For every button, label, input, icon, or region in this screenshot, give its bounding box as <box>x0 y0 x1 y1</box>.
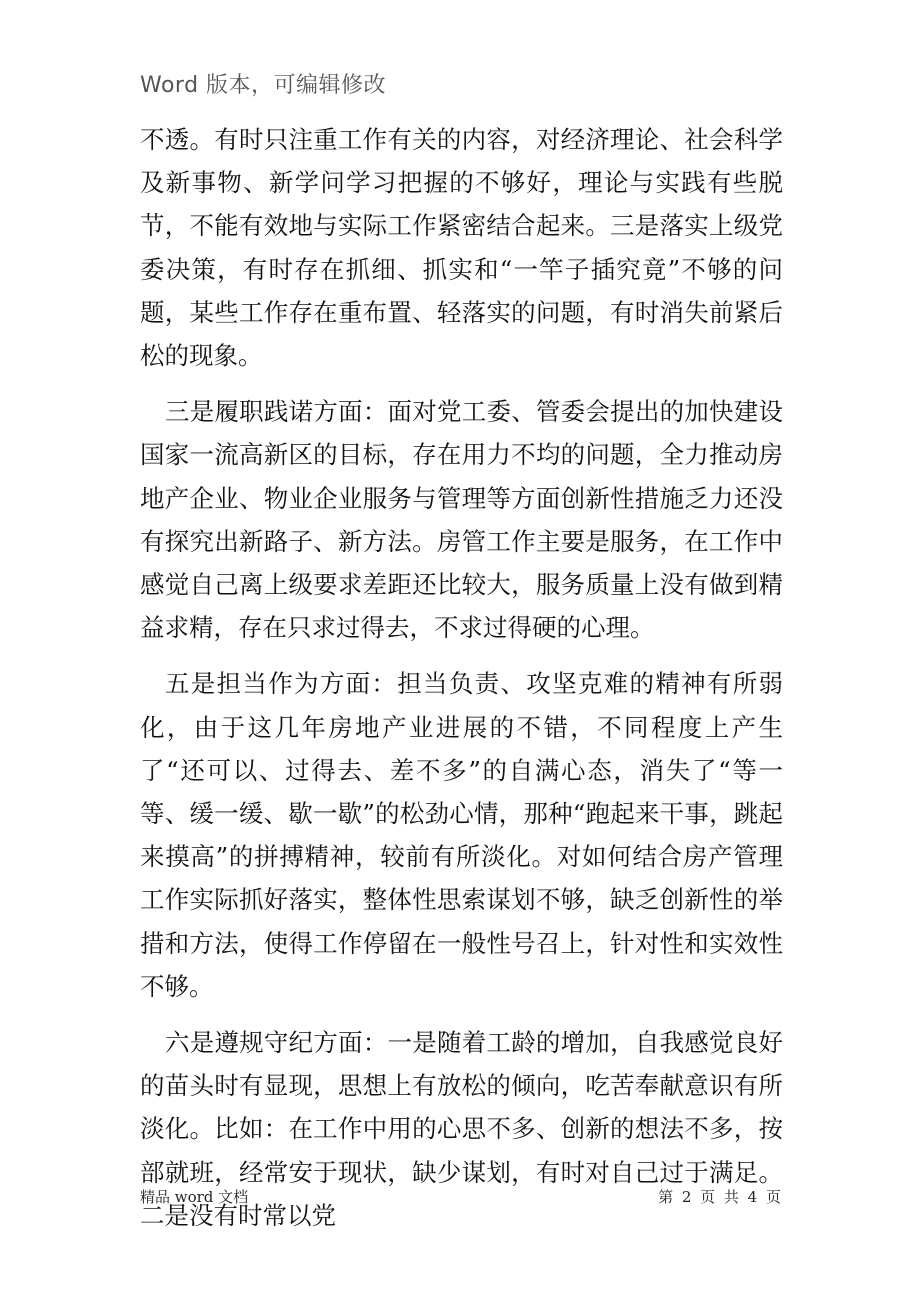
paragraph-duty-performance: 三是履职践诺方面：面对党工委、管委会提出的加快建设国家一流高新区的目标，存在用力不均的问题，全力推动房地产企业、物业企业服务与管理等方面创新性措施乏力还没有探究出新路子、新方法。房管工作主要是服务，在工作中感觉自己离上级要求差距还比较大，服务质量上没有做到精益求精，存在只求过得去，不求过得硬的心理。 <box>140 397 783 643</box>
footer-document-label: 精品 word 文档 <box>140 1188 249 1206</box>
document-watermark-header: Word 版本，可编辑修改 <box>140 73 387 98</box>
footer-page-number: 第 2 页 共 4 页 <box>658 1188 781 1206</box>
paragraph-discipline: 六是遵规守纪方面：一是随着工龄的增加，自我感觉良好的苗头时有显现，思想上有放松的倾向，吃苦奉献意识有所淡化。比如：在工作中用的心思不多、创新的想法不多，按部就班，经常安于现状，缺少谋划，有时对自己过于满足。二是没有时常以党 <box>140 1028 783 1230</box>
paragraph-continuation: 不透。有时只注重工作有关的内容，对经济理论、社会科学及新事物、新学问学习把握的不够好，理论与实践有些脱节，不能有效地与实际工作紧密结合起来。三是落实上级党委决策，有时存在抓细、抓实和“一竿子插究竟”不够的问题，某些工作存在重布置、轻落实的问题，有时消失前紧后松的现象。 <box>140 125 783 371</box>
document-body <box>140 118 783 1237</box>
paragraph-responsibility: 五是担当作为方面：担当负责、攻坚克难的精神有所弱化，由于这几年房地产业进展的不错，不同程度上产生了“还可以、过得去、差不多”的自满心态，消失了“等一等、缓一缓、歇一歇”的松劲心情，那种“跑起来干事，跳起来摸高”的拼搏精神，较前有所淡化。对如何结合房产管理工作实际抓好落实，整体性思索谋划不够，缺乏创新性的举措和方法，使得工作停留在一般性号召上，针对性和实效性不够。 <box>140 669 783 1001</box>
